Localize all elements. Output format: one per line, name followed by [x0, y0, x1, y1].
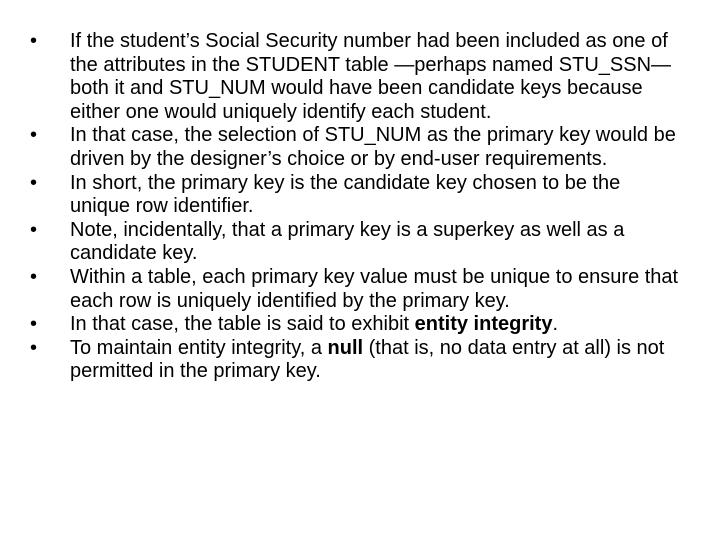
bullet-item-3 [30, 172, 680, 219]
bullet-item-7 [30, 337, 680, 384]
bullet-text: If the student’s Social Security number had been included as one of the attributes in the STUDENT table —perhaps named STU_SSN—both it and STU_NUM would have been candidate keys because either one would uniquely identify each student. [70, 30, 672, 123]
bullet-text: Within a table, each primary key value must be unique to ensure that each row is uniquely identified by the primary key. [70, 265, 679, 312]
bullet-item-4 [30, 219, 680, 266]
bold-term-null: null [327, 336, 364, 359]
bold-term-entity-integrity: entity integrity [414, 313, 553, 336]
bullet-icon: • [30, 124, 38, 147]
bullet-text-before: In that case, the table is said to exhibit [70, 313, 415, 336]
bullet-text: In that case, the selection of STU_NUM as the primary key would be driven by the designer’s choice or by end-user requirements. [70, 124, 676, 170]
bullet-text: Note, incidentally, that a primary key is a superkey as well as a candidate key. [70, 218, 625, 265]
bullet-item-2 [30, 124, 680, 171]
bullet-text: In short, the primary key is the candidate key chosen to be the unique row identifier. [70, 171, 621, 218]
bullet-text-before: To maintain entity integrity, a [70, 336, 328, 359]
bullet-list [30, 30, 680, 384]
bullet-item-6 [30, 313, 680, 337]
bullet-item-5 [30, 266, 680, 313]
bullet-icon: • [30, 218, 38, 241]
bullet-item-1 [30, 30, 680, 124]
bullet-text-after: (that is, no data entry at all) is not permitted in the primary key. [70, 336, 665, 383]
bullet-icon: • [30, 30, 38, 52]
bullet-icon: • [30, 265, 38, 288]
bullet-text-after: . [552, 313, 559, 336]
bullet-icon: • [30, 171, 38, 194]
bullet-icon: • [30, 313, 38, 336]
bullet-icon: • [30, 336, 38, 359]
